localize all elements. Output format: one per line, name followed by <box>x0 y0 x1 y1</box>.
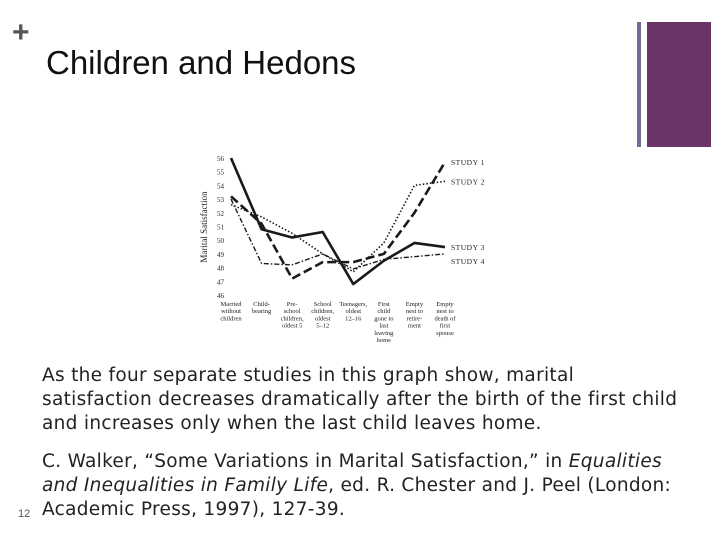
x-category-line: First <box>377 301 390 308</box>
x-category-line: school <box>283 308 301 316</box>
y-tick-label: 55 <box>217 168 224 177</box>
y-tick-label: 52 <box>217 209 224 218</box>
x-category-line: retire- <box>406 315 423 323</box>
x-category-label <box>434 301 456 337</box>
x-category-line: ment <box>407 322 421 330</box>
legend-label-study-1: STUDY 1 <box>451 158 485 168</box>
x-category-line: 5–12 <box>316 322 330 330</box>
x-category-line: leaving <box>374 329 394 337</box>
citation <box>42 450 692 522</box>
x-category-line: Teenagers, <box>339 301 368 308</box>
legend-label-study-4: STUDY 4 <box>451 256 485 266</box>
accent-bar-thin <box>637 22 641 147</box>
x-category-line: Empty <box>436 301 454 308</box>
y-tick-label: 51 <box>217 223 224 232</box>
x-category-line: oldest 5 <box>281 322 303 330</box>
x-category-line: children <box>220 315 242 323</box>
y-tick-label: 46 <box>217 292 224 300</box>
y-tick-label: 54 <box>217 182 224 191</box>
x-category-line: first <box>439 322 451 330</box>
x-category-label <box>406 301 424 330</box>
x-category-line: children, <box>280 315 304 323</box>
x-category-line: Child- <box>253 301 270 308</box>
x-category-label <box>281 301 304 330</box>
citation-pre: C. Walker, “Some Variations in Marital Satisfaction,” in <box>42 451 569 472</box>
x-category-line: Married <box>220 301 242 308</box>
x-category-line: oldest <box>345 308 362 316</box>
citation-book-title: Equalities and Inequalities in Family Life <box>42 451 662 496</box>
slide-title: Children and Hedons <box>46 44 357 81</box>
x-category-label <box>220 301 242 322</box>
citation-post: , ed. R. Chester and J. Peel (London: Academic Press, 1997), 127-39. <box>42 475 672 520</box>
x-category-line: 12–16 <box>345 315 362 323</box>
y-tick-label: 56 <box>217 155 224 163</box>
x-category-line: spouse <box>436 329 454 337</box>
x-category-line: nest to <box>405 308 424 316</box>
legend-label-study-3: STUDY 3 <box>451 243 485 253</box>
accent-bar-thick <box>647 22 711 147</box>
x-category-label <box>252 301 272 315</box>
x-category-line: last <box>379 322 389 330</box>
x-category-line: oldest <box>314 315 331 323</box>
x-category-line: home <box>376 337 392 344</box>
y-tick-label: 48 <box>217 264 224 273</box>
x-category-line: child <box>377 308 391 316</box>
x-category-label <box>339 301 367 322</box>
y-tick-label: 47 <box>217 278 224 287</box>
body-text: As the four separate studies in this graph show, marital satisfaction decreases dramatically after the birth of the first child and increases only when the last child leaves home. <box>42 365 678 434</box>
x-category-line: without <box>221 308 241 316</box>
x-category-line: Empty <box>405 301 424 308</box>
x-category-line: Pre- <box>286 301 298 308</box>
x-category-line: death of <box>434 315 456 323</box>
y-tick-label: 50 <box>217 237 224 246</box>
x-category-line: School <box>313 301 332 308</box>
chart-ylabel: Marital Satisfaction <box>199 191 209 263</box>
x-category-label <box>374 301 394 344</box>
x-category-line: bearing <box>251 308 272 316</box>
y-tick-label: 53 <box>217 196 224 205</box>
legend-label-study-2: STUDY 2 <box>451 177 485 187</box>
x-category-line: children, <box>311 308 335 316</box>
plus-icon: + <box>12 16 30 49</box>
page-number: 12 <box>18 508 31 520</box>
x-category-label <box>311 301 334 330</box>
marital-satisfaction-chart <box>195 105 505 350</box>
y-tick-label: 49 <box>217 250 224 259</box>
x-category-line: gone to <box>374 315 394 323</box>
x-category-line: nest to <box>436 308 454 316</box>
series-line-study-3 <box>231 158 445 284</box>
